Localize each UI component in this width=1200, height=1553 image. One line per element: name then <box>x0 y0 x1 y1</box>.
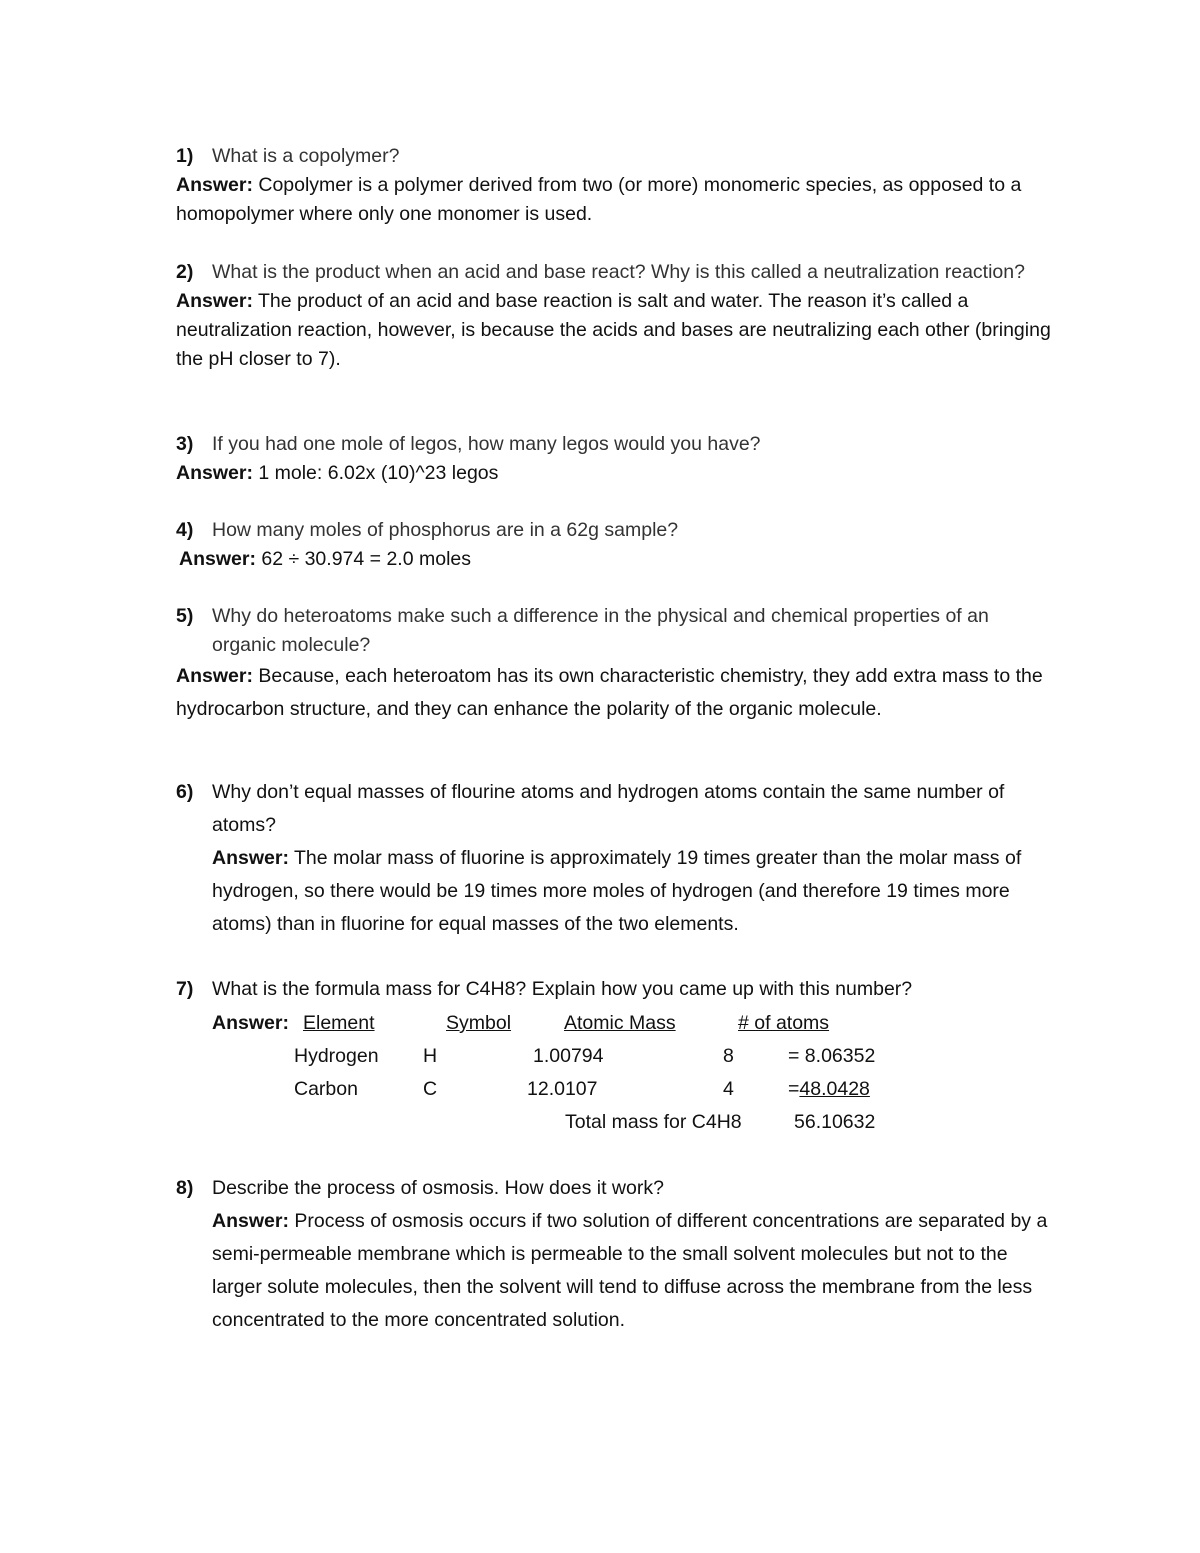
question-number: 8) <box>176 1177 194 1199</box>
cell-symbol: H <box>423 1045 438 1067</box>
answer <box>176 842 1056 941</box>
answer-label: Answer: <box>176 462 253 484</box>
answer-text: The molar mass of fluorine is approximately 19 times greater than the molar mass of hydrogen, so there would be 19 times more moles of hydrogen (and therefore 19 times more atoms) than in fluorine for equal masses of the two elements. <box>212 847 1022 935</box>
total-value: 56.10632 <box>794 1111 876 1133</box>
cell-atoms: 8 <box>723 1045 734 1067</box>
question-number: 4) <box>176 519 194 541</box>
answer-label: Answer: <box>179 548 256 570</box>
answer <box>176 545 1056 574</box>
header-atomic-mass: Atomic Mass <box>564 1012 676 1034</box>
question-text: How many moles of phosphorus are in a 62g sample? <box>212 519 679 541</box>
question-text: If you had one mole of legos, how many legos would you have? <box>212 433 761 455</box>
question-3 <box>176 430 1056 488</box>
answer <box>176 171 1056 229</box>
cell-element: Carbon <box>294 1078 358 1100</box>
answer-label: Answer: <box>176 174 253 196</box>
question-number: 5) <box>176 605 194 627</box>
question-number: 7) <box>176 978 194 1000</box>
question-text: Why don’t equal masses of flourine atoms and hydrogen atoms contain the same number of atoms? <box>212 781 1005 836</box>
answer-text: Process of osmosis occurs if two solution of different concentrations are separated by a semi-permeable membrane which is permeable to the small solvent molecules but not to the larger solute molecules, then the solvent will tend to diffuse across the membrane from the less concentrated to the more concentrated solution. <box>212 1210 1048 1331</box>
question-8 <box>176 1172 1056 1337</box>
question-number: 3) <box>176 433 194 455</box>
answer-label: Answer: <box>212 1012 289 1034</box>
answer-text: 1 mole: 6.02x (10)^23 legos <box>258 462 499 484</box>
answer-text: The product of an acid and base reaction is salt and water. The reason it’s called a neutralization reaction, however, is because the acids and bases are neutralizing each other (bringing the pH closer to 7). <box>176 290 1051 370</box>
answer <box>176 1205 1056 1337</box>
answer-text: 62 ÷ 30.974 = 2.0 moles <box>261 548 471 570</box>
cell-result-prefix: = <box>788 1078 800 1100</box>
answer <box>176 287 1056 374</box>
answer-text: Copolymer is a polymer derived from two (or more) monomeric species, as opposed to a homopolymer where only one monomer is used. <box>176 174 1022 225</box>
cell-atomic-mass: 12.0107 <box>527 1078 598 1100</box>
answer-label: Answer: <box>176 290 253 312</box>
answer-label: Answer: <box>212 1210 289 1232</box>
cell-atoms: 4 <box>723 1078 734 1100</box>
answer <box>176 660 1065 726</box>
question-5 <box>176 602 1065 726</box>
answer-label: Answer: <box>176 665 253 687</box>
question-text: What is the formula mass for C4H8? Explain how you came up with this number? <box>212 978 913 1000</box>
answer-label: Answer: <box>212 847 289 869</box>
question-number: 6) <box>176 781 194 803</box>
cell-result-value: 48.0428 <box>799 1078 870 1100</box>
question-number: 2) <box>176 261 194 283</box>
question-2 <box>176 258 1056 374</box>
header-num-atoms: # of atoms <box>738 1012 830 1034</box>
question-text: What is the product when an acid and base react? Why is this called a neutralization reaction? <box>212 261 1025 283</box>
answer <box>176 459 1056 488</box>
question-text: Describe the process of osmosis. How does it work? <box>212 1177 664 1199</box>
question-4 <box>176 516 1056 574</box>
cell-atomic-mass: 1.00794 <box>533 1045 604 1067</box>
cell-symbol: C <box>423 1078 438 1100</box>
cell-element: Hydrogen <box>294 1045 379 1067</box>
cell-result: = 8.06352 <box>788 1045 876 1067</box>
answer-text: Because, each heteroatom has its own characteristic chemistry, they add extra mass to the hydrocarbon structure, and they can enhance the polarity of the organic molecule. <box>176 665 1065 720</box>
question-7 <box>176 975 1056 1004</box>
cell-result <box>788 1075 870 1104</box>
question-text: What is a copolymer? <box>212 145 400 167</box>
header-symbol: Symbol <box>446 1012 512 1034</box>
total-label: Total mass for C4H8 <box>565 1111 742 1133</box>
question-number: 1) <box>176 145 194 167</box>
question-text: Why do heteroatoms make such a difference in the physical and chemical properties of an organic molecule? <box>212 605 989 656</box>
question-1 <box>176 142 1056 229</box>
question-6 <box>176 776 1056 941</box>
header-element: Element <box>303 1012 375 1034</box>
